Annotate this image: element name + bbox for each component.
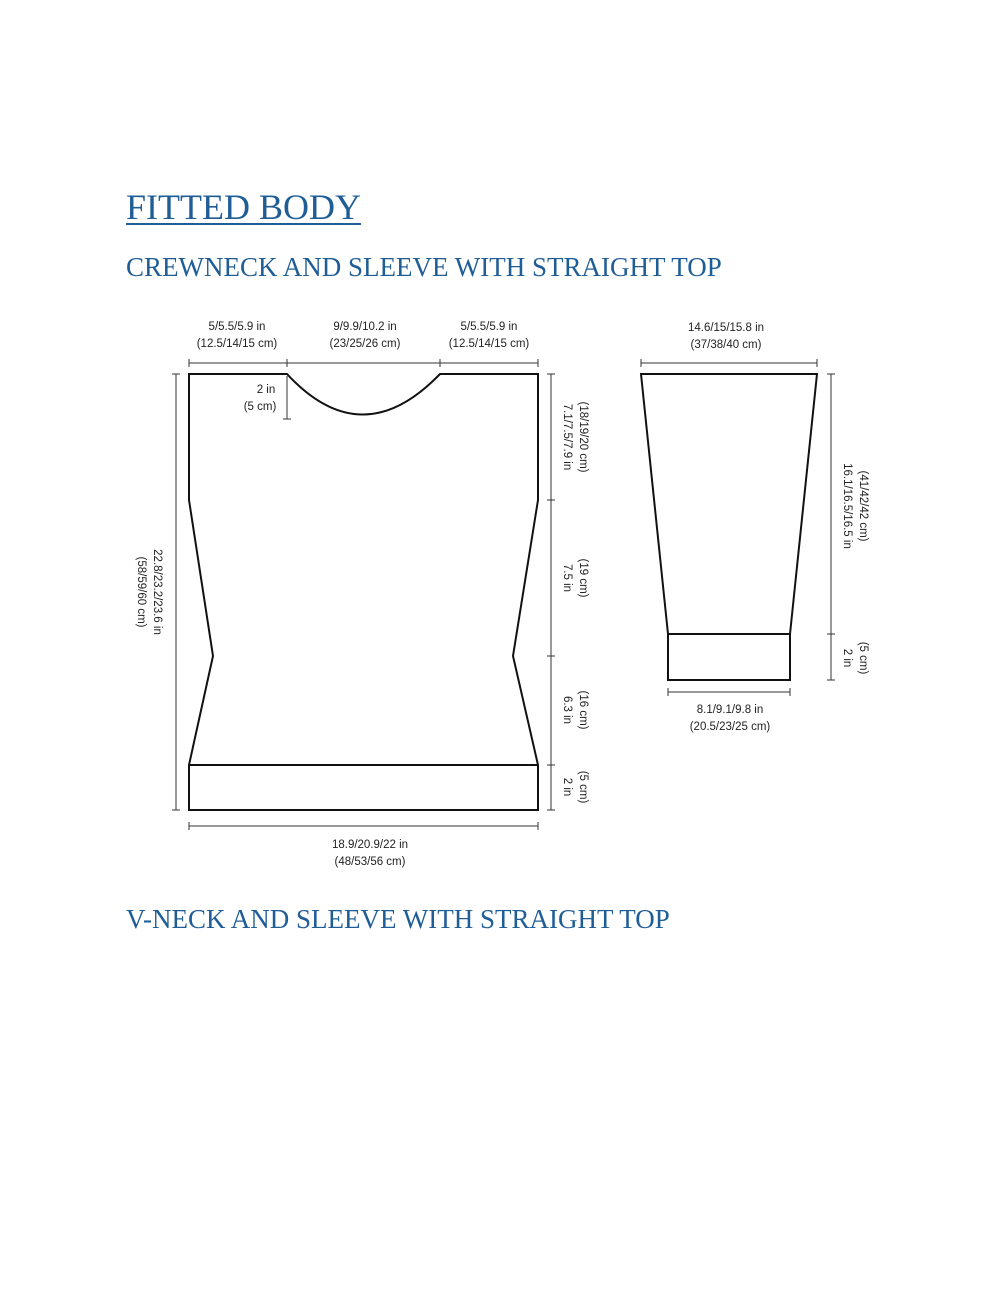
waist-upper-in-label: 7.5 in xyxy=(561,563,573,593)
crewneck-subtitle: CREWNECK AND SLEEVE WITH STRAIGHT TOP xyxy=(126,252,722,282)
neck-depth-dimension xyxy=(283,376,291,419)
body-outline xyxy=(189,374,538,810)
armhole-cm-label: (18/19/20 cm) xyxy=(577,401,589,473)
body-side-dimension xyxy=(547,374,555,810)
sleeve-top-cm-label: (37/38/40 cm) xyxy=(690,339,762,351)
neck-depth-cm-label: (5 cm) xyxy=(243,401,277,413)
body-width-in-label: 18.9/20.9/22 in xyxy=(331,839,409,851)
sleeve-cuff-width-in-label: 8.1/9.1/9.8 in xyxy=(696,704,764,716)
neck-width-cm-label: (23/25/26 cm) xyxy=(329,338,401,350)
body-width-dimension xyxy=(189,822,538,830)
body-hem-cm-label: (5 cm) xyxy=(577,770,589,804)
body-width-cm-label: (48/53/56 cm) xyxy=(334,856,406,868)
sleeve-length-cm-label: (41/42/42 cm) xyxy=(857,470,869,542)
body-length-in-label: 22.8/23.2/23.6 in xyxy=(151,549,163,635)
neck-depth-in-label: 2 in xyxy=(256,384,276,396)
sleeve-side-dimension xyxy=(827,374,835,680)
sleeve-top-dimension xyxy=(641,359,817,367)
neck-width-in-label: 9/9.9/10.2 in xyxy=(333,321,397,333)
shoulder-right-in-label: 5/5.5/5.9 in xyxy=(460,321,518,333)
sleeve-cuff-height-in-label: 2 in xyxy=(841,648,853,668)
waist-lower-in-label: 6.3 in xyxy=(561,695,573,725)
vneck-subtitle: V-NECK AND SLEEVE WITH STRAIGHT TOP xyxy=(126,904,670,934)
sleeve-cuff-width-cm-label: (20.5/23/25 cm) xyxy=(689,721,771,733)
sleeve-length-in-label: 16.1/16.5/16.5 in xyxy=(841,463,853,549)
sleeve-cuff-height-cm-label: (5 cm) xyxy=(857,641,869,675)
sleeve-cuff-dimension xyxy=(668,688,790,696)
shoulder-left-cm-label: (12.5/14/15 cm) xyxy=(196,338,278,350)
body-top-dimension xyxy=(189,359,538,367)
shoulder-left-in-label: 5/5.5/5.9 in xyxy=(208,321,266,333)
section-title: FITTED BODY xyxy=(126,187,361,227)
shoulder-right-cm-label: (12.5/14/15 cm) xyxy=(448,338,530,350)
sleeve-top-in-label: 14.6/15/15.8 in xyxy=(687,322,765,334)
waist-upper-cm-label: (19 cm) xyxy=(577,558,589,598)
waist-lower-cm-label: (16 cm) xyxy=(577,690,589,730)
body-length-dimension xyxy=(172,374,180,810)
body-hem-in-label: 2 in xyxy=(561,777,573,797)
body-length-cm-label: (58/59/60 cm) xyxy=(135,556,147,628)
armhole-in-label: 7.1/7.5/7.9 in xyxy=(561,403,573,471)
